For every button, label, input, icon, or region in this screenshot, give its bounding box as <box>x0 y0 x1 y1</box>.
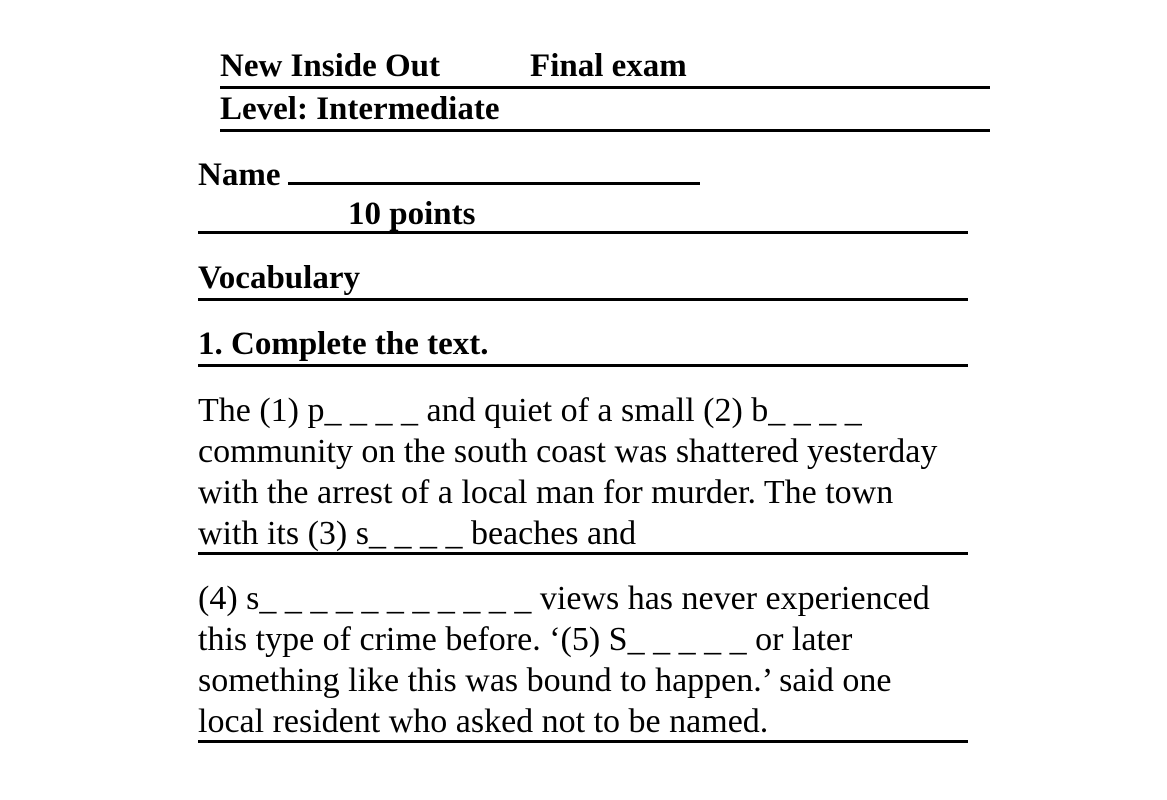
level-label: Level: Intermediate <box>220 91 500 127</box>
section-heading <box>198 258 968 301</box>
points-row <box>198 194 968 234</box>
section-title: Vocabulary <box>198 260 360 296</box>
paragraph-2-line: (4) s_ _ _ _ _ _ _ _ _ _ _ views has never experienced <box>198 580 930 617</box>
paragraph-1 <box>198 390 968 555</box>
name-row <box>198 152 968 195</box>
paragraph-1-line: community on the south coast was shattered yesterday <box>198 433 938 470</box>
instruction-text: 1. Complete the text. <box>198 326 489 362</box>
paragraph-1-line: with its (3) s_ _ _ _ beaches and <box>198 515 637 552</box>
paragraph-1-line: with the arrest of a local man for murder. The town <box>198 474 894 511</box>
points-label: 10 points <box>348 196 476 232</box>
instruction-row <box>198 324 968 367</box>
paragraph-2-line: this type of crime before. ‘(5) S_ _ _ _ _ or later <box>198 621 853 658</box>
paragraph-2 <box>198 578 968 743</box>
header-level-line <box>220 89 990 132</box>
name-label: Name <box>198 157 281 193</box>
course-title: New Inside Out <box>220 48 441 84</box>
header-course-line <box>220 46 990 89</box>
paragraph-1-line: The (1) p_ _ _ _ and quiet of a small (2) b_ _ _ _ <box>198 392 862 429</box>
exam-title: Final exam <box>530 48 687 84</box>
paragraph-2-line: something like this was bound to happen.’ said one <box>198 662 892 699</box>
name-blank-line[interactable] <box>288 152 700 185</box>
paragraph-2-line: local resident who asked not to be named. <box>198 703 769 740</box>
